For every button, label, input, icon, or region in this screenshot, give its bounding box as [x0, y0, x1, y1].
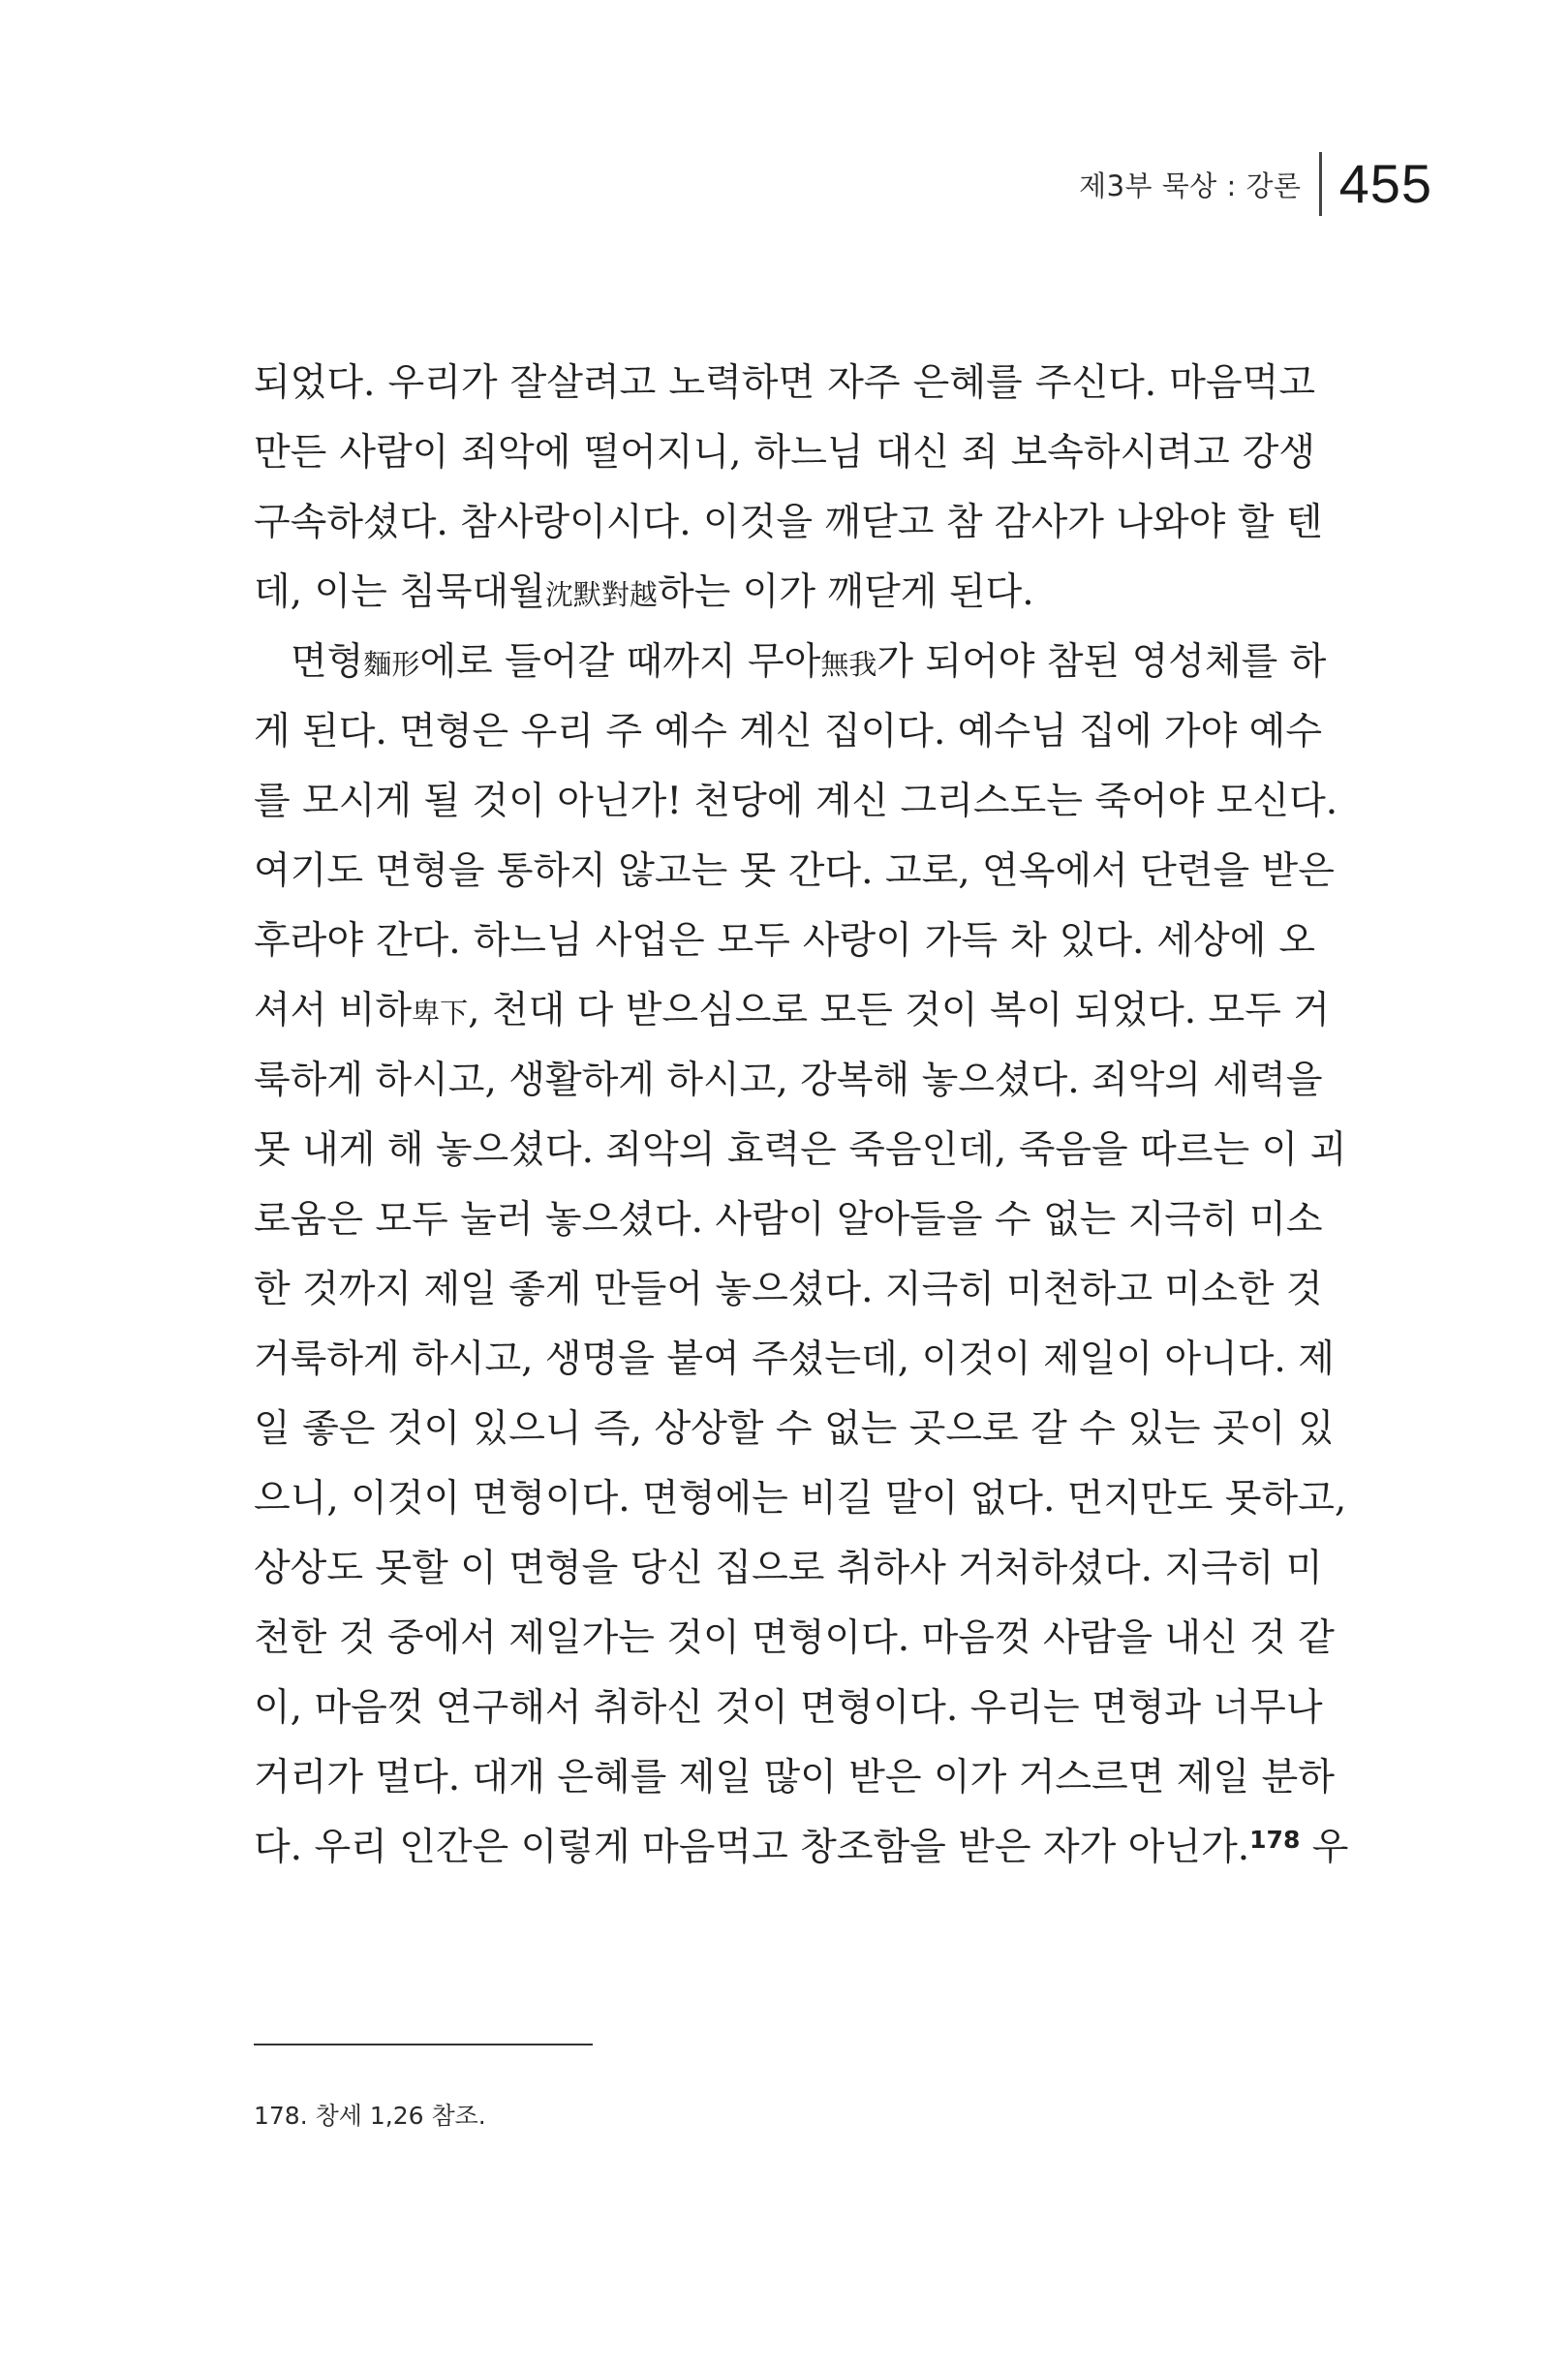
body-line: 이, 마음껏 연구해서 취하신 것이 면형이다. 우리는 면형과 너무나: [254, 1686, 1323, 1730]
page-number: 455: [1338, 153, 1432, 214]
running-header: [1079, 145, 1432, 223]
body-line: 게 된다. 면형은 우리 주 예수 계신 집이다. 예수님 집에 가야 예수: [254, 710, 1323, 753]
text-run: , 천대 다 받으심으로 모든 것이 복이 되었다. 모두 거: [468, 989, 1330, 1032]
text-run: 하는 이가 깨닫게 된다.: [657, 570, 1034, 614]
body-line: 만든 사람이 죄악에 떨어지니, 하느님 대신 죄 보속하시려고 강생: [254, 431, 1315, 475]
body-line: 되었다. 우리가 잘살려고 노력하면 자주 은혜를 주신다. 마음먹고: [254, 361, 1315, 405]
body-line: 못 내게 해 놓으셨다. 죄악의 효력은 죽음인데, 죽음을 따르는 이 괴: [254, 1128, 1347, 1172]
text-run: 면형: [291, 640, 364, 684]
text-run: 데, 이는 침묵대월: [254, 570, 545, 614]
body-line: [254, 628, 1327, 697]
text-run: 가 되어야 참된 영성체를 하: [876, 640, 1327, 684]
body-line: 거룩하게 하시고, 생명을 붙여 주셨는데, 이것이 제일이 아니다. 제: [254, 1338, 1335, 1381]
body-line: 룩하게 하시고, 생활하게 하시고, 강복해 놓으셨다. 죄악의 세력을: [254, 1059, 1323, 1102]
footnote-rule: [254, 2044, 593, 2045]
hanja-gloss: 沈默對越: [544, 578, 658, 611]
text-run: 셔서 비하: [254, 989, 413, 1032]
body-line: 일 좋은 것이 있으니 즉, 상상할 수 없는 곳으로 갈 수 있는 곳이 있: [254, 1407, 1335, 1451]
footnote-ref[interactable]: 178: [1249, 1826, 1301, 1854]
body-line: 으니, 이것이 면형이다. 면형에는 비길 말이 없다. 먼지만도 못하고,: [254, 1477, 1347, 1521]
body-text: [254, 349, 1349, 1883]
body-line: 로움은 모두 눌러 놓으셨다. 사람이 알아들을 수 없는 지극히 미소: [254, 1198, 1323, 1242]
text-run: 다. 우리 인간은 이렇게 마음먹고 창조함을 받은 자가 아닌가.: [254, 1826, 1250, 1869]
body-line: 후라야 간다. 하느님 사업은 모두 사랑이 가득 차 있다. 세상에 오: [254, 919, 1315, 963]
body-line: 한 것까지 제일 좋게 만들어 놓으셨다. 지극히 미천하고 미소한 것: [254, 1268, 1323, 1311]
body-line: 거리가 멀다. 대개 은혜를 제일 많이 받은 이가 거스르면 제일 분하: [254, 1756, 1335, 1799]
body-line: [254, 1813, 1349, 1883]
body-line: 를 모시게 될 것이 아닌가! 천당에 계신 그리스도는 죽어야 모신다.: [254, 780, 1338, 823]
body-line: 구속하셨다. 참사랑이시다. 이것을 깨닫고 참 감사가 나와야 할 텐: [254, 501, 1323, 544]
header-divider: [1319, 152, 1322, 216]
hanja-gloss: 卑下: [412, 997, 469, 1030]
text-run: 우: [1300, 1826, 1349, 1869]
body-line: 천한 것 중에서 제일가는 것이 면형이다. 마음껏 사람을 내신 것 같: [254, 1616, 1335, 1660]
body-line: 상상도 못할 이 면형을 당신 집으로 취하사 거처하셨다. 지극히 미: [254, 1547, 1323, 1590]
body-line: [254, 976, 1330, 1046]
running-title: 제3부 묵상 : 강론: [1079, 169, 1302, 202]
hanja-gloss: 無我: [820, 648, 877, 681]
text-run: 에로 들어갈 때까지 무아: [419, 640, 821, 684]
hanja-gloss: 麵形: [363, 648, 420, 681]
footnote: 178. 창세 1,26 참조.: [254, 2102, 486, 2130]
body-line: [254, 558, 1315, 628]
body-line: 여기도 면형을 통하지 않고는 못 간다. 고로, 연옥에서 단련을 받은: [254, 849, 1335, 893]
